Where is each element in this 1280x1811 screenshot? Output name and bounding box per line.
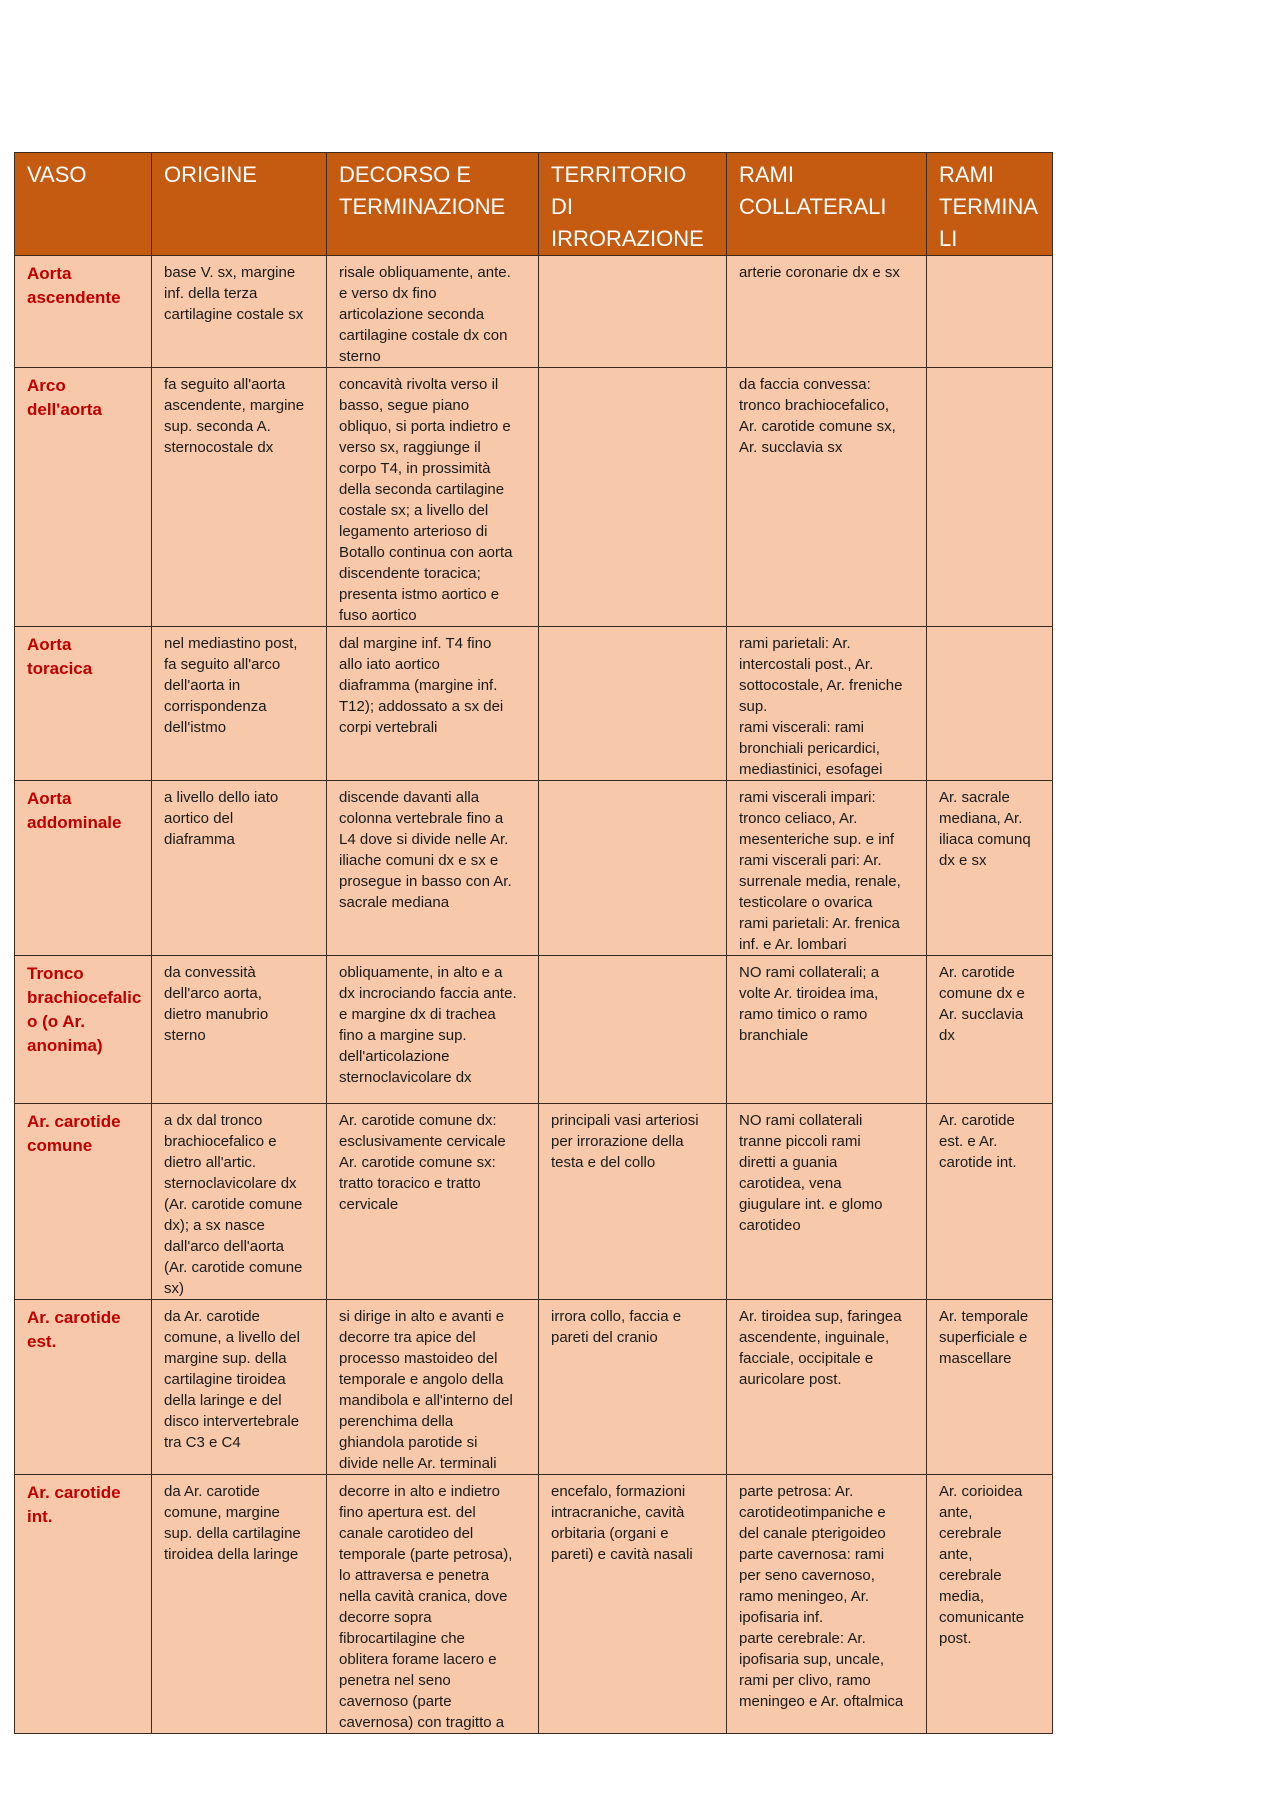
cell-rami-terminali [927, 256, 1053, 368]
table-row [15, 1475, 1053, 1734]
cell-rami-terminali: Ar. corioidea ante, cerebrale ante, cerebrale media, comunicante post. [927, 1475, 1053, 1734]
cell-rami-terminali [927, 627, 1053, 781]
document-page [14, 152, 1052, 1734]
cell-decorso: concavità rivolta verso il basso, segue piano obliquo, si porta indietro e verso sx, raggiunge il corpo T4, in prossimità della seconda cartilagine costale sx; a livello del legamento arterioso di Botallo continua con aorta discendente toracica; presenta istmo aortico e fuso aortico [327, 368, 539, 627]
cell-rami-terminali: Ar. temporale superficiale e mascellare [927, 1300, 1053, 1475]
cell-territorio: encefalo, formazioni intracraniche, cavità orbitaria (organi e pareti) e cavità nasali [539, 1475, 727, 1734]
cell-rami-terminali [927, 368, 1053, 627]
header-rami-terminali: RAMI TERMINA LI [927, 153, 1053, 256]
cell-territorio [539, 368, 727, 627]
cell-vaso: Ar. carotide est. [15, 1300, 152, 1475]
cell-decorso: Ar. carotide comune dx: esclusivamente cervicale Ar. carotide comune sx: tratto toracico e tratto cervicale [327, 1104, 539, 1300]
header-decorso: DECORSO E TERMINAZIONE [327, 153, 539, 256]
cell-decorso: obliquamente, in alto e a dx incrociando faccia ante. e margine dx di trachea fino a margine sup. dell'articolazione sternoclavicolare dx [327, 956, 539, 1104]
header-origine: ORIGINE [152, 153, 327, 256]
table-row [15, 1300, 1053, 1475]
cell-rami-collaterali: rami parietali: Ar. intercostali post., Ar. sottocostale, Ar. freniche sup. rami viscerali: rami bronchiali pericardici, mediastinici, esofagei [727, 627, 927, 781]
cell-rami-terminali: Ar. carotide comune dx e Ar. succlavia dx [927, 956, 1053, 1104]
cell-rami-collaterali: rami viscerali impari: tronco celiaco, Ar. mesenteriche sup. e inf rami viscerali pari: Ar. surrenale media, renale, testicolare o ovarica rami parietali: Ar. frenica inf. e Ar. lombari [727, 781, 927, 956]
cell-rami-collaterali: arterie coronarie dx e sx [727, 256, 927, 368]
cell-rami-collaterali: NO rami collaterali tranne piccoli rami diretti a guania carotidea, vena giugulare int. e glomo carotideo [727, 1104, 927, 1300]
cell-territorio: irrora collo, faccia e pareti del cranio [539, 1300, 727, 1475]
cell-decorso: decorre in alto e indietro fino apertura est. del canale carotideo del temporale (parte petrosa), lo attraversa e penetra nella cavità cranica, dove decorre sopra fibrocartilagine che oblitera forame lacero e penetra nel seno cavernoso (parte cavernosa) con tragitto a [327, 1475, 539, 1734]
cell-rami-collaterali: NO rami collaterali; a volte Ar. tiroidea ima, ramo timico o ramo branchiale [727, 956, 927, 1104]
table-row [15, 256, 1053, 368]
cell-origine: da convessità dell'arco aorta, dietro manubrio sterno [152, 956, 327, 1104]
cell-decorso: discende davanti alla colonna vertebrale fino a L4 dove si divide nelle Ar. iliache comuni dx e sx e prosegue in basso con Ar. sacrale mediana [327, 781, 539, 956]
cell-territorio: principali vasi arteriosi per irrorazione della testa e del collo [539, 1104, 727, 1300]
cell-vaso: Aorta ascendente [15, 256, 152, 368]
table-row [15, 956, 1053, 1104]
cell-vaso: Tronco brachiocefalic o (o Ar. anonima) [15, 956, 152, 1104]
cell-origine: da Ar. carotide comune, margine sup. della cartilagine tiroidea della laringe [152, 1475, 327, 1734]
cell-rami-collaterali: da faccia convessa: tronco brachiocefalico, Ar. carotide comune sx, Ar. succlavia sx [727, 368, 927, 627]
header-rami-collaterali: RAMI COLLATERALI [727, 153, 927, 256]
cell-territorio [539, 956, 727, 1104]
cell-territorio [539, 781, 727, 956]
cell-decorso: dal margine inf. T4 fino allo iato aortico diaframma (margine inf. T12); addossato a sx dei corpi vertebrali [327, 627, 539, 781]
header-row [15, 153, 1053, 256]
cell-vaso: Arco dell'aorta [15, 368, 152, 627]
cell-decorso: si dirige in alto e avanti e decorre tra apice del processo mastoideo del temporale e angolo della mandibola e all'interno del perenchima della ghiandola parotide si divide nelle Ar. terminali [327, 1300, 539, 1475]
header-territorio: TERRITORIO DI IRRORAZIONE [539, 153, 727, 256]
header-vaso: VASO [15, 153, 152, 256]
cell-territorio [539, 627, 727, 781]
cell-vaso: Ar. carotide int. [15, 1475, 152, 1734]
table-row [15, 1104, 1053, 1300]
cell-decorso: risale obliquamente, ante. e verso dx fino articolazione seconda cartilagine costale dx con sterno [327, 256, 539, 368]
cell-rami-collaterali: Ar. tiroidea sup, faringea ascendente, inguinale, facciale, occipitale e auricolare post. [727, 1300, 927, 1475]
cell-origine: fa seguito all'aorta ascendente, margine sup. seconda A. sternocostale dx [152, 368, 327, 627]
cell-origine: a livello dello iato aortico del diaframma [152, 781, 327, 956]
table-row [15, 368, 1053, 627]
cell-territorio [539, 256, 727, 368]
cell-origine: nel mediastino post, fa seguito all'arco dell'aorta in corrispondenza dell'istmo [152, 627, 327, 781]
cell-origine: da Ar. carotide comune, a livello del margine sup. della cartilagine tiroidea della laringe e del disco intervertebrale tra C3 e C4 [152, 1300, 327, 1475]
table-row [15, 627, 1053, 781]
cell-origine: base V. sx, margine inf. della terza cartilagine costale sx [152, 256, 327, 368]
cell-vaso: Aorta toracica [15, 627, 152, 781]
arteries-table [14, 152, 1053, 1734]
cell-origine: a dx dal tronco brachiocefalico e dietro all'artic. sternoclavicolare dx (Ar. carotide comune dx); a sx nasce dall'arco dell'aorta (Ar. carotide comune sx) [152, 1104, 327, 1300]
table-row [15, 781, 1053, 956]
cell-rami-terminali: Ar. carotide est. e Ar. carotide int. [927, 1104, 1053, 1300]
cell-vaso: Aorta addominale [15, 781, 152, 956]
cell-rami-terminali: Ar. sacrale mediana, Ar. iliaca comunq dx e sx [927, 781, 1053, 956]
cell-vaso: Ar. carotide comune [15, 1104, 152, 1300]
cell-rami-collaterali: parte petrosa: Ar. carotideotimpaniche e del canale pterigoideo parte cavernosa: rami per seno cavernoso, ramo meningeo, Ar. ipofisaria inf. parte cerebrale: Ar. ipofisaria sup, uncale, rami per clivo, ramo meningeo e Ar. oftalmica [727, 1475, 927, 1734]
